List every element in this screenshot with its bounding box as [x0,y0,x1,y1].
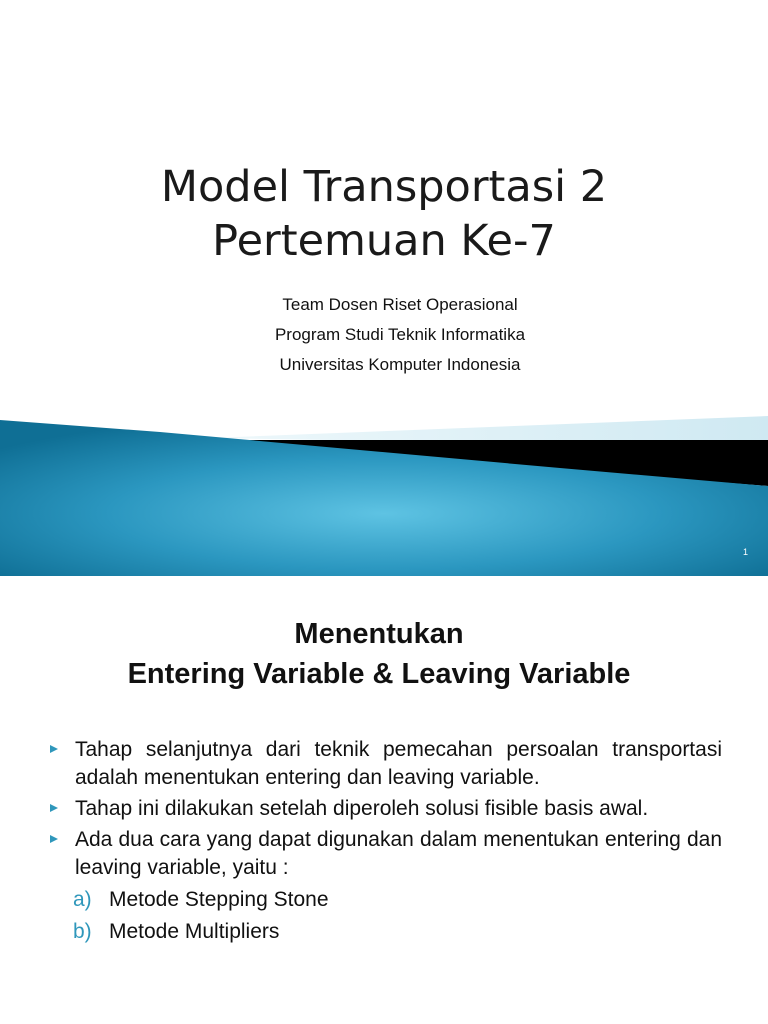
method-sublist [75,886,722,946]
heading-line-2: Entering Variable & Leaving Variable [127,658,631,690]
triangle-bullet-icon [50,835,58,843]
content-slide [0,576,768,1024]
triangle-bullet-icon [50,745,58,753]
subtitle-line-2: Program Studi Teknik Informatika [274,325,526,344]
sublist-item [75,886,722,914]
triangle-bullet-icon [50,804,58,812]
sublist-marker: a) [73,888,92,911]
title-line-2: Pertemuan Ke-7 [212,216,556,266]
heading-line-1: Menentukan [294,618,464,650]
slide-number: 1 [742,547,748,557]
title-line-1: Model Transportasi 2 [160,162,608,212]
slide-heading [0,614,758,694]
bullet-text: Ada dua cara yang dapat digunakan dalam menentukan entering dan leaving variable, yaitu : [75,828,722,879]
subtitle-line-3: Universitas Komputer Indonesia [279,355,521,374]
bullet-item [46,795,722,823]
sublist-text: Metode Multipliers [109,920,280,943]
sublist-marker: b) [73,920,92,943]
bullet-item [46,736,722,792]
bullet-text: Tahap ini dilakukan setelah diperoleh solusi fisible basis awal. [75,797,649,820]
bullet-list [46,736,722,950]
bullet-item [46,826,722,946]
sublist-item [75,918,722,946]
bullet-text: Tahap selanjutnya dari teknik pemecahan persoalan transportasi adalah menentukan entering dan leaving variable. [75,738,722,789]
banner-pale-band [210,416,768,440]
subtitle-line-1: Team Dosen Riset Operasional [282,295,518,314]
sublist-text: Metode Stepping Stone [109,888,329,911]
